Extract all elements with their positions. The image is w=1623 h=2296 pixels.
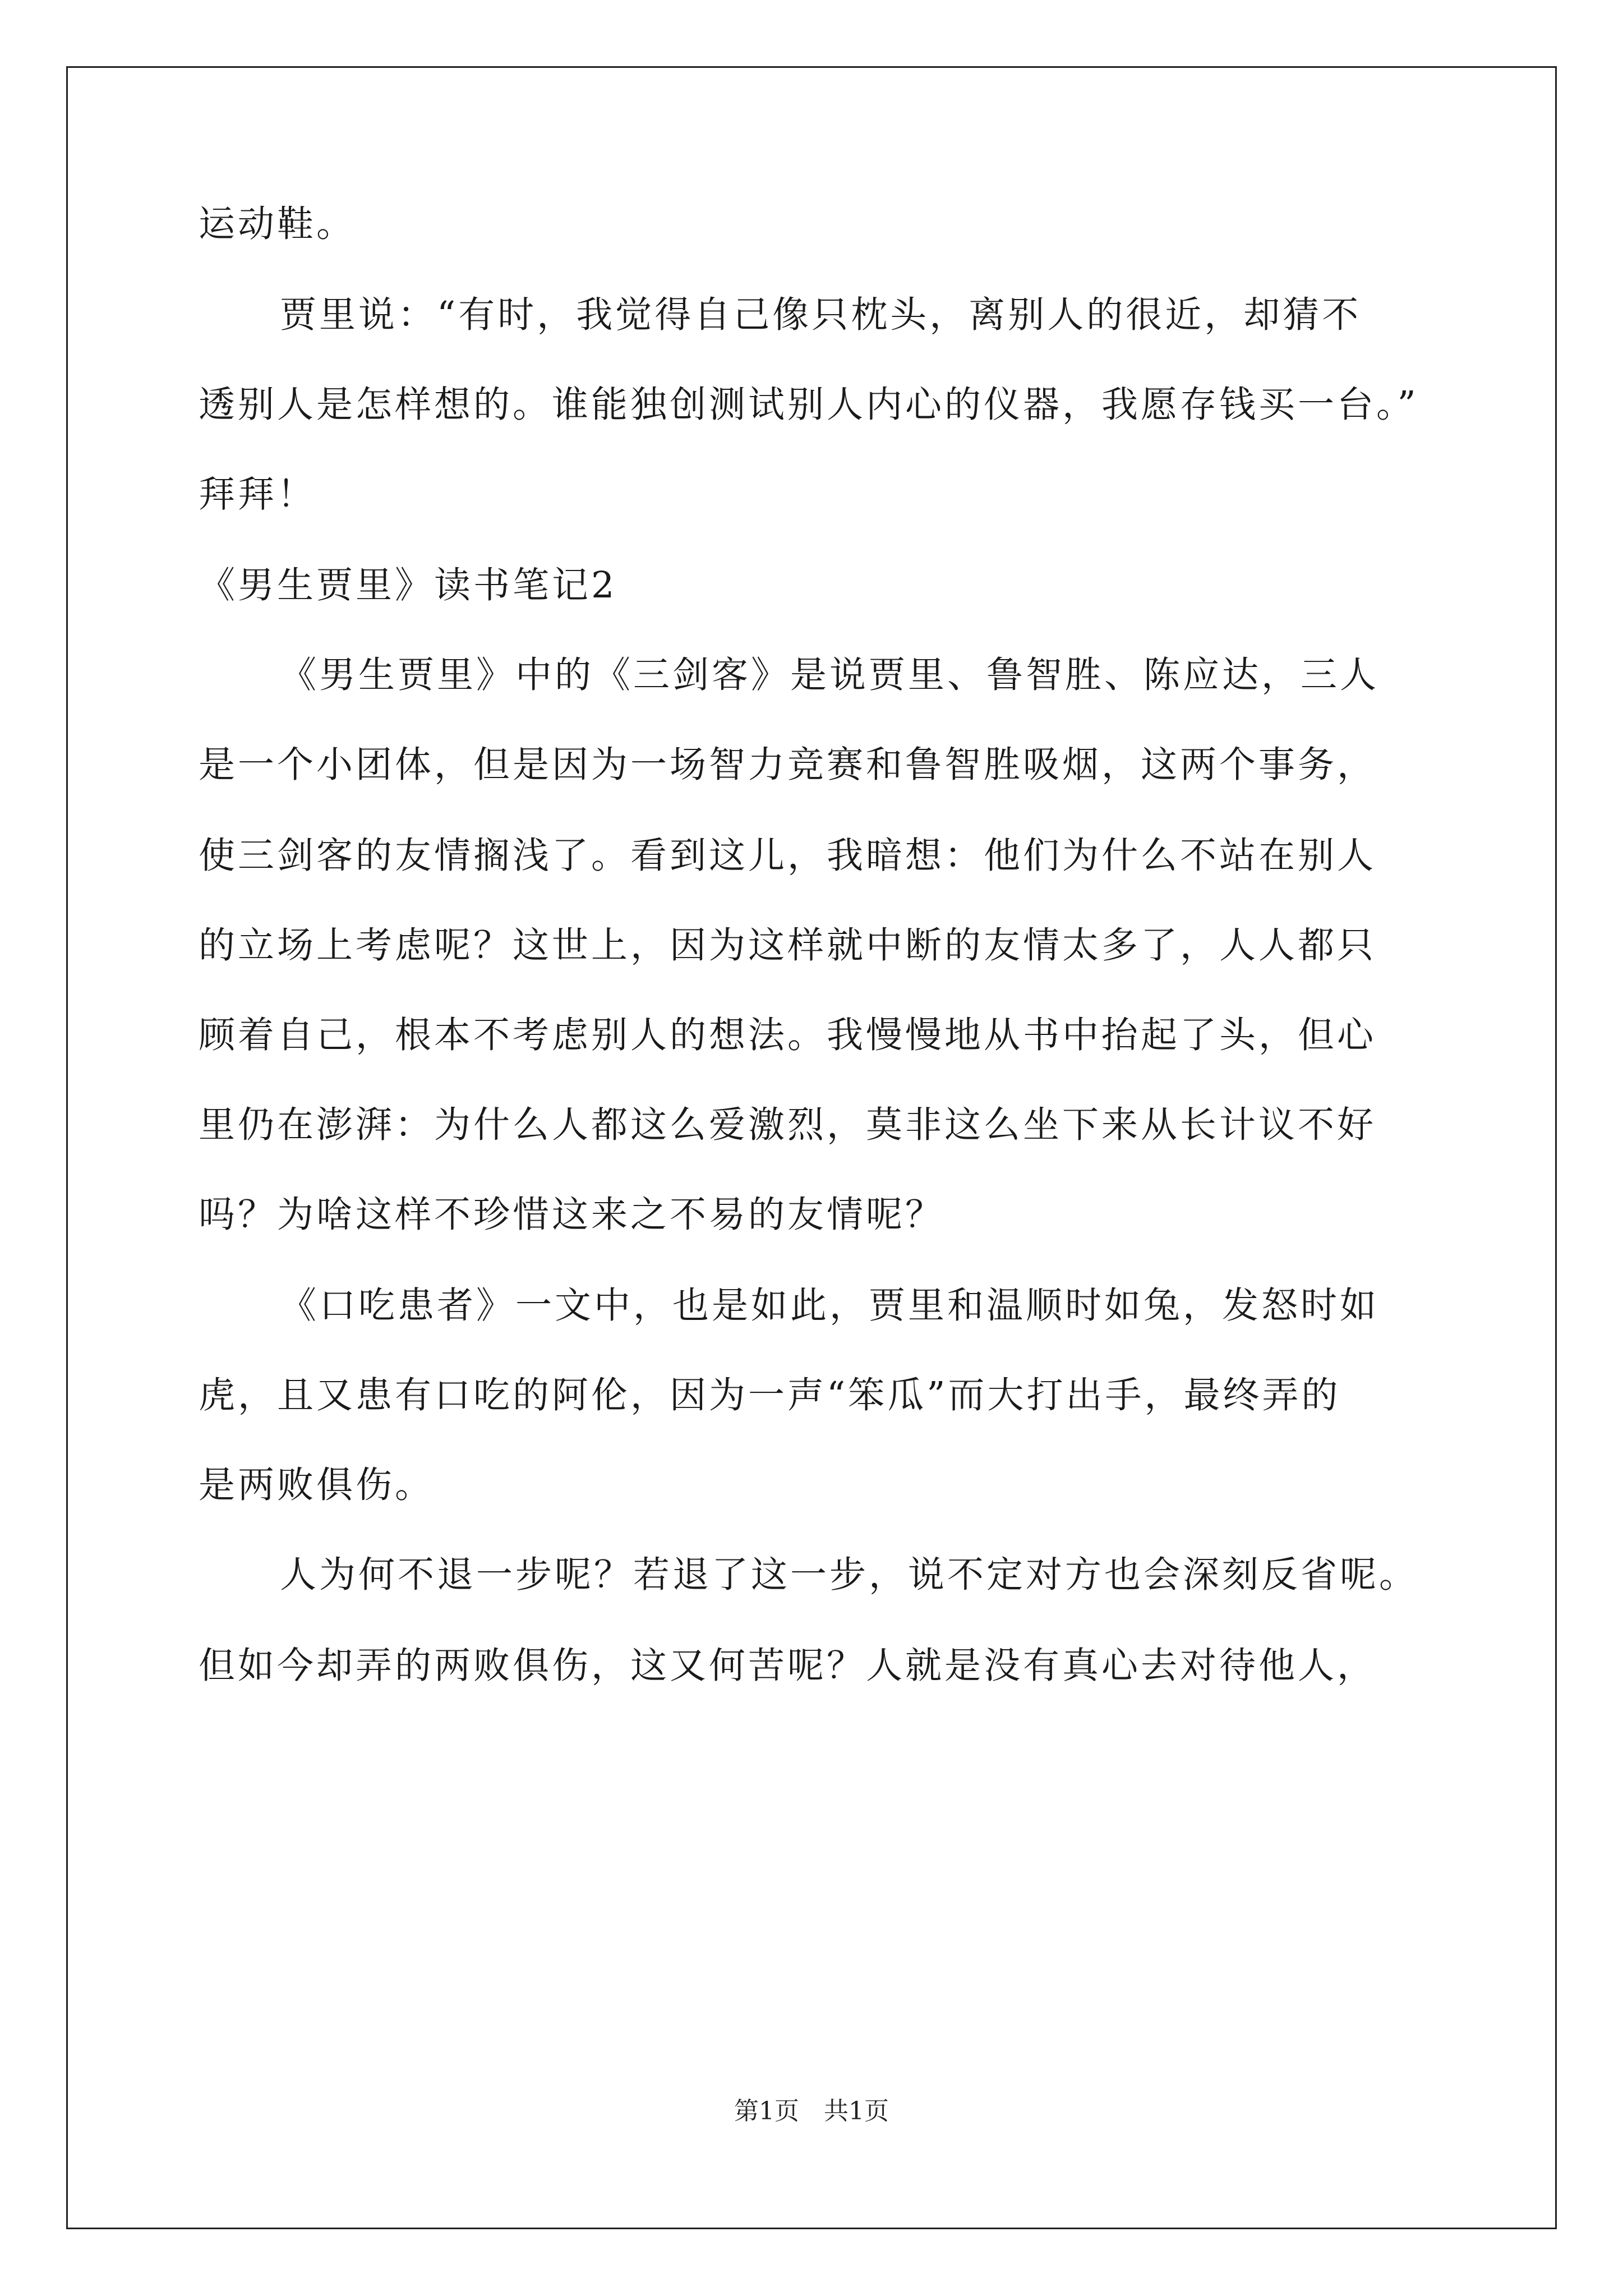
text-line: 是一个小团体，但是因为一场智力竞赛和鲁智胜吸烟，这两个事务，: [199, 744, 1377, 786]
text-line: 使三剑客的友情搁浅了。看到这儿，我暗想：他们为什么不站在别人: [199, 835, 1377, 877]
text-line: 里仍在澎湃：为什么人都这么爱激烈，莫非这么坐下来从长计议不好: [199, 1104, 1377, 1146]
text-line: 《男生贾里》中的《三剑客》是说贾里、鲁智胜、陈应达，三人: [280, 654, 1380, 696]
text-line: 虎，且又患有口吃的阿伦，因为一声“笨瓜”而大打出手，最终弄的: [199, 1374, 1341, 1416]
text-line: 但如今却弄的两败俱伤，这又何苦呢？人就是没有真心去对待他人，: [199, 1645, 1377, 1687]
text-line: 贾里说：“有时，我觉得自己像只枕头，离别人的很近，却猜不: [280, 294, 1362, 336]
text-line: 吗？为啥这样不珍惜这来之不易的友情呢？: [199, 1194, 945, 1236]
text-line: 的立场上考虑呢？这世上，因为这样就中断的友情太多了，人人都只: [199, 924, 1377, 967]
text-line: 是两败俱伤。: [199, 1464, 435, 1506]
text-line: 拜拜！: [199, 473, 317, 516]
text-line: 《口吃患者》一文中，也是如此，贾里和温顺时如兔，发怒时如: [280, 1285, 1380, 1327]
text-line: 顾着自己，根本不考虑别人的想法。我慢慢地从书中抬起了头，但心: [199, 1014, 1377, 1056]
section-heading: 《男生贾里》读书笔记2: [199, 564, 617, 606]
text-line: 透别人是怎样想的。谁能独创测试别人内心的仪器，我愿存钱买一台。”: [199, 384, 1419, 426]
page-number-footer: 第1页 共1页: [734, 2097, 889, 2125]
text-line: 运动鞋。: [199, 203, 356, 245]
text-line: 人为何不退一步呢？若退了这一步，说不定对方也会深刻反省呢。: [280, 1554, 1419, 1596]
